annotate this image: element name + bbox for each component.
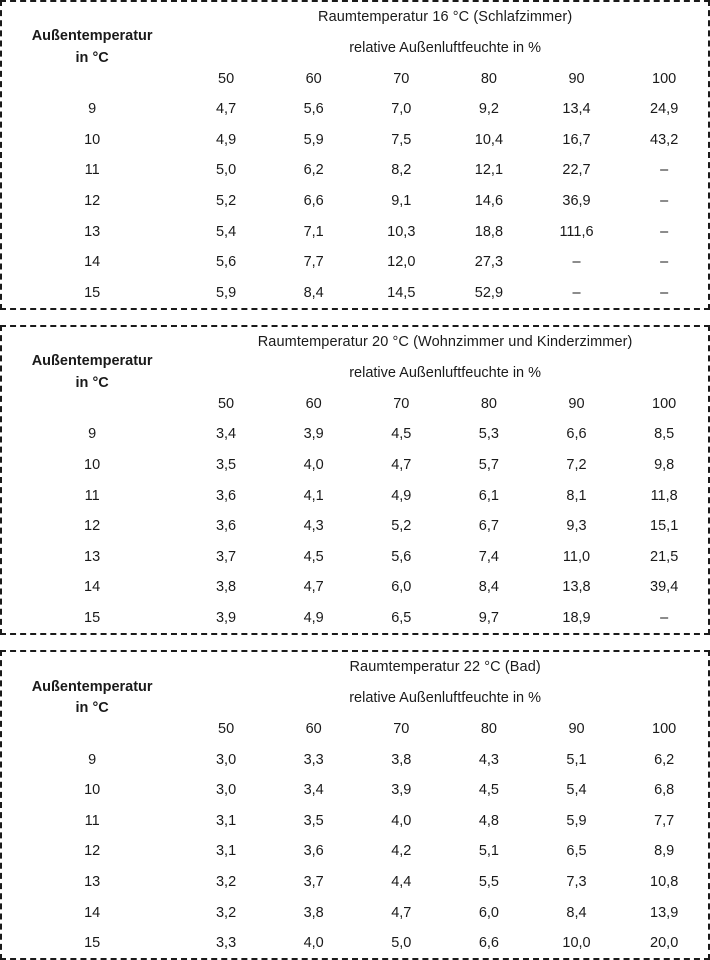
data-cell: 3,0 [215, 782, 237, 799]
humidity-column-60: 60 [305, 721, 322, 738]
data-cell: 10,4 [474, 131, 504, 148]
data-cell: 5,6 [391, 548, 412, 565]
outside-temp-value: 11 [84, 812, 100, 829]
outside-temp-header [2, 652, 182, 744]
data-cell: 4,5 [391, 426, 412, 443]
data-cell: 4,0 [303, 457, 324, 474]
outside-temp-value: 13 [84, 223, 101, 240]
data-cell: 4,0 [391, 812, 412, 829]
outside-temp-label-line1: Außentemperatur [31, 28, 153, 45]
data-cell: 16,7 [562, 131, 591, 148]
data-cell: 24,9 [650, 101, 679, 118]
data-cell: 13,4 [562, 101, 591, 118]
data-cell: 5,5 [478, 873, 499, 890]
data-cell: 6,7 [478, 518, 499, 535]
outside-temp-label [2, 26, 182, 70]
data-cell: 9,3 [566, 518, 587, 535]
table-row [2, 155, 708, 186]
data-cell: 4,2 [391, 843, 412, 860]
data-cell: 3,4 [303, 782, 324, 799]
data-cell: 111,6 [559, 223, 594, 240]
data-cell: 4,9 [391, 487, 412, 504]
table-row [2, 94, 708, 125]
humidity-column-100: 100 [652, 71, 677, 87]
humidity-column-70: 70 [393, 71, 410, 87]
data-cell: 3,2 [215, 904, 237, 921]
data-cell: 10,3 [387, 223, 416, 240]
table-title-row [2, 652, 708, 681]
data-cell: 9,2 [478, 101, 499, 118]
data-cell: 14,5 [387, 284, 416, 301]
data-cell: 6,5 [566, 843, 587, 860]
data-cell: 3,0 [215, 751, 237, 768]
table-row [2, 216, 708, 247]
data-cell: 3,3 [303, 751, 324, 768]
data-cell: 7,1 [303, 223, 324, 240]
table-row [2, 867, 708, 898]
data-cell: 6,2 [303, 162, 324, 179]
data-cell: – [572, 284, 581, 301]
data-cell: 4,1 [303, 487, 324, 504]
outside-temp-value: 15 [84, 610, 101, 627]
outside-temp-value: 15 [84, 284, 101, 301]
data-cell: 5,1 [478, 843, 499, 860]
data-cell: 5,0 [215, 162, 237, 179]
data-cell: 4,4 [391, 873, 412, 890]
data-cell: 6,6 [303, 193, 324, 210]
data-cell: 12,1 [474, 162, 504, 179]
outside-temp-value: 14 [84, 254, 101, 271]
outside-temp-value: 12 [84, 193, 101, 210]
humidity-column-70: 70 [393, 396, 410, 413]
data-cell: 3,7 [303, 873, 324, 890]
outside-temp-label [2, 351, 182, 395]
humidity-column-80: 80 [480, 721, 497, 738]
data-cell: 13,8 [562, 579, 591, 596]
data-cell: 3,8 [391, 751, 412, 768]
data-cell: 6,6 [566, 426, 587, 443]
table-row [2, 247, 708, 278]
humidity-column-50: 50 [217, 396, 235, 413]
data-cell: 3,8 [303, 904, 324, 921]
outside-temp-value: 12 [84, 518, 101, 535]
data-cell: 3,9 [303, 426, 324, 443]
data-cell: 4,9 [303, 610, 324, 627]
outside-temp-label-line2: in °C [75, 375, 109, 392]
table-row [2, 897, 708, 928]
data-cell: 3,4 [215, 426, 237, 443]
data-cell: 6,1 [478, 487, 499, 504]
humidity-column-50: 50 [218, 721, 235, 738]
outside-temp-value: 13 [84, 873, 101, 890]
table-title-row [2, 327, 708, 356]
data-cell: 5,4 [215, 223, 237, 240]
data-cell: 3,8 [215, 579, 237, 596]
data-cell: 5,3 [478, 426, 499, 443]
data-cell: 4,8 [478, 812, 499, 829]
outside-temp-value: 9 [88, 101, 97, 118]
table-row [2, 806, 708, 837]
data-cell: 4,7 [391, 904, 412, 921]
table-row [2, 278, 708, 309]
data-cell: 15,1 [650, 518, 679, 535]
data-cell: 3,5 [215, 457, 237, 474]
data-cell: 43,2 [650, 131, 679, 148]
data-cell: 39,4 [650, 579, 679, 596]
table-title: Raumtemperatur 22 °C (Bad) [349, 658, 541, 675]
data-cell: – [660, 254, 669, 271]
data-cell: 6,2 [654, 751, 675, 768]
data-cell: 4,0 [303, 935, 324, 952]
data-cell: 8,4 [303, 284, 324, 301]
data-cell: 12,0 [387, 254, 416, 271]
data-cell: 4,7 [215, 101, 237, 118]
data-cell: 8,4 [478, 579, 499, 596]
data-cell: 52,9 [474, 284, 504, 301]
data-cell: – [660, 610, 669, 627]
data-cell: 6,5 [391, 610, 412, 627]
outside-temp-value: 14 [84, 579, 101, 596]
data-cell: 7,3 [566, 873, 587, 890]
data-cell: 10,8 [650, 873, 679, 890]
data-cell: 27,3 [474, 254, 504, 271]
humidity-column-90: 90 [568, 721, 585, 738]
data-cell: 3,6 [215, 487, 237, 504]
outside-temp-value: 10 [84, 782, 101, 799]
outside-temp-value: 11 [84, 162, 100, 179]
table-row [2, 744, 708, 775]
outside-temp-value: 12 [84, 843, 101, 860]
table-title: Raumtemperatur 20 °C (Wohnzimmer und Kinderzimmer) [257, 333, 633, 350]
data-cell: 3,1 [215, 843, 237, 860]
outside-temp-value: 9 [88, 751, 97, 768]
humidity-column-80: 80 [480, 396, 497, 413]
outside-temp-label-line1: Außentemperatur [31, 353, 153, 370]
data-cell: 11,8 [650, 487, 678, 504]
data-cell: 9,7 [478, 610, 499, 627]
outside-temp-header [2, 2, 182, 94]
table-block-table-20c [0, 325, 710, 635]
table-row [2, 775, 708, 806]
data-cell: 21,5 [650, 548, 679, 565]
data-cell: 5,9 [215, 284, 237, 301]
outside-temp-value: 9 [88, 426, 97, 443]
data-cell: – [660, 284, 669, 301]
data-cell: 8,9 [654, 843, 675, 860]
humidity-column-100: 100 [652, 721, 677, 738]
table-row [2, 419, 708, 450]
data-cell: 7,5 [391, 131, 412, 148]
table-row [2, 125, 708, 156]
table-row [2, 603, 708, 634]
data-cell: 5,2 [391, 518, 412, 535]
table-block-table-22c [0, 650, 710, 960]
data-cell: 4,7 [391, 457, 412, 474]
table-row [2, 511, 708, 542]
data-cell: 5,0 [391, 935, 412, 952]
data-cell: 5,7 [478, 457, 499, 474]
data-cell: 14,6 [474, 193, 504, 210]
data-cell: 13,9 [650, 904, 679, 921]
humidity-column-80: 80 [480, 71, 497, 87]
outside-temp-value: 11 [84, 487, 100, 504]
table-row [2, 928, 708, 959]
data-cell: 5,2 [215, 193, 237, 210]
data-cell: 36,9 [562, 193, 591, 210]
humidity-column-100: 100 [652, 396, 677, 413]
data-cell: 6,0 [478, 904, 499, 921]
humidity-column-90: 90 [568, 71, 585, 87]
data-cell: 22,7 [562, 162, 591, 179]
data-cell: 4,7 [303, 579, 324, 596]
outside-temp-value: 10 [84, 131, 101, 148]
table-row [2, 836, 708, 867]
outside-temp-label-line1: Außentemperatur [31, 678, 153, 695]
data-cell: 6,8 [654, 782, 675, 799]
table-title: Raumtemperatur 16 °C (Schlafzimmer) [318, 8, 573, 25]
outside-temp-value: 15 [84, 935, 101, 952]
outside-temp-value: 10 [84, 457, 101, 474]
data-table [2, 2, 708, 308]
table-title-row [2, 2, 708, 31]
data-cell: 6,0 [391, 579, 412, 596]
outside-temp-label [2, 677, 182, 721]
data-cell: 3,9 [215, 610, 237, 627]
data-table [2, 327, 708, 633]
data-cell: 7,4 [478, 548, 499, 565]
outside-temp-header [2, 327, 182, 419]
data-cell: – [572, 254, 581, 271]
outside-temp-label-line2: in °C [75, 50, 109, 66]
data-cell: 4,9 [215, 131, 237, 148]
table-row [2, 450, 708, 481]
data-cell: 18,8 [474, 223, 504, 240]
table-row [2, 186, 708, 217]
data-cell: 4,5 [303, 548, 324, 565]
data-cell: 5,9 [303, 131, 324, 148]
data-cell: 5,9 [566, 812, 587, 829]
table-row [2, 542, 708, 573]
humidity-column-60: 60 [305, 396, 322, 413]
data-cell: 5,6 [215, 254, 237, 271]
data-cell: 8,2 [391, 162, 412, 179]
table-row [2, 572, 708, 603]
data-cell: 9,8 [654, 457, 675, 474]
data-cell: 10,0 [562, 935, 591, 952]
data-cell: 3,9 [391, 782, 412, 799]
data-cell: 5,1 [566, 751, 587, 768]
outside-temp-value: 13 [84, 548, 101, 565]
humidity-column-90: 90 [568, 396, 585, 413]
data-cell: 3,6 [215, 518, 237, 535]
data-cell: 18,9 [562, 610, 591, 627]
outside-temp-label-line2: in °C [75, 700, 109, 717]
data-cell: 7,7 [654, 812, 675, 829]
data-cell: 8,1 [566, 487, 587, 504]
data-cell: 4,3 [478, 751, 499, 768]
humidity-column-70: 70 [393, 721, 410, 738]
data-cell: 6,6 [478, 935, 499, 952]
data-cell: 9,1 [391, 193, 412, 210]
data-cell: 3,2 [215, 873, 237, 890]
data-cell: 7,2 [566, 457, 587, 474]
outside-temp-value: 14 [84, 904, 101, 921]
data-table [2, 652, 708, 958]
data-cell: 7,0 [391, 101, 412, 118]
data-cell: 3,1 [215, 812, 237, 829]
data-cell: – [660, 193, 669, 210]
data-cell: 3,7 [215, 548, 237, 565]
data-cell: 7,7 [303, 254, 324, 271]
data-cell: 3,6 [303, 843, 324, 860]
data-cell: – [660, 162, 669, 179]
data-cell: 5,6 [303, 101, 324, 118]
data-cell: 8,4 [566, 904, 587, 921]
data-cell: 3,5 [303, 812, 324, 829]
data-cell: 5,4 [566, 782, 587, 799]
data-cell: 8,5 [654, 426, 675, 443]
table-row [2, 480, 708, 511]
data-cell: 3,3 [215, 935, 237, 952]
data-cell: 4,5 [478, 782, 499, 799]
humidity-header: relative Außenluftfeuchte in % [349, 689, 542, 706]
data-cell: – [660, 223, 669, 240]
table-block-table-16c [0, 0, 710, 310]
humidity-header: relative Außenluftfeuchte in % [349, 364, 542, 381]
data-cell: 11,0 [562, 548, 591, 565]
humidity-header: relative Außenluftfeuchte in % [349, 39, 542, 56]
humidity-column-50: 50 [218, 71, 235, 87]
data-cell: 4,3 [303, 518, 324, 535]
data-cell: 20,0 [650, 935, 679, 952]
humidity-column-60: 60 [305, 71, 322, 87]
